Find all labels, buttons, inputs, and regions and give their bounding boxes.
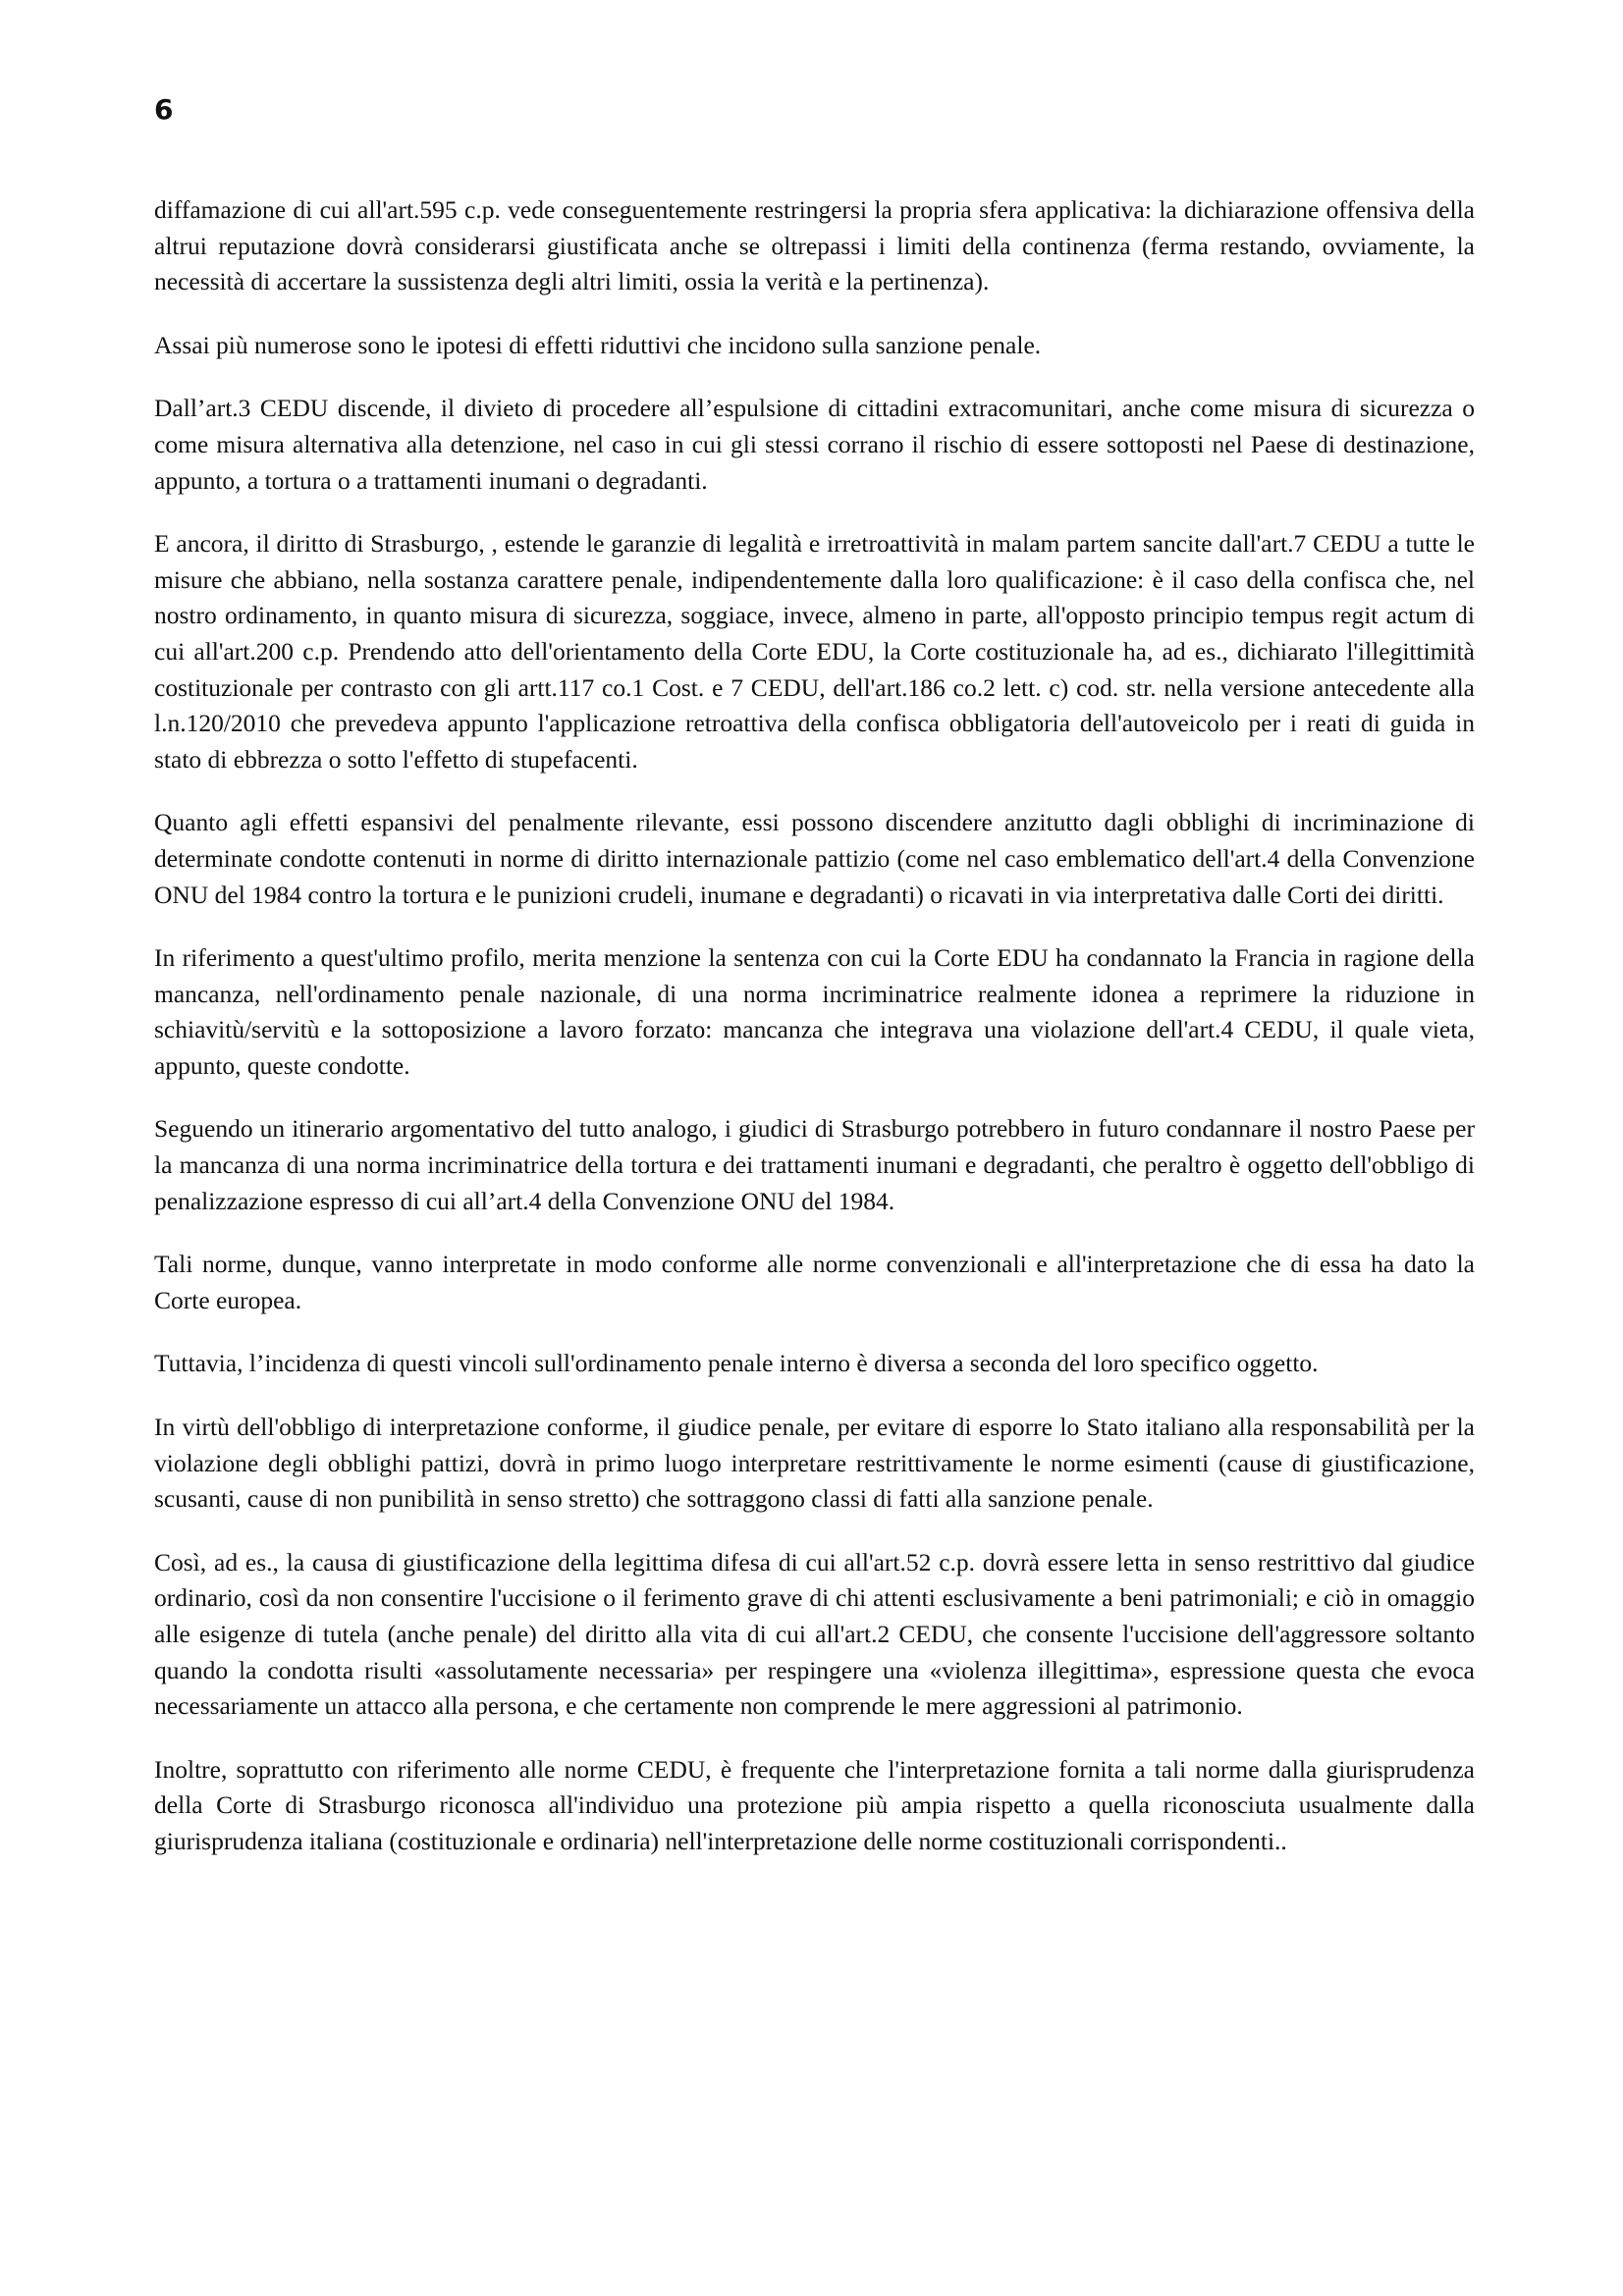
page-number: 6 xyxy=(154,93,174,126)
paragraph-4: E ancora, il diritto di Strasburgo, , estende le garanzie di legalità e irretroattività in malam partem sancite dall'art.7 CEDU a tutte le misure che abbiano, nella sostanza carattere penale, indipendentemente dalla loro qualificazione: è il caso della confisca che, nel nostro ordinamento, in quanto misura di sicurezza, soggiace, invece, almeno in parte, all'opposto principio tempus regit actum di cui all'art.200 c.p. Prendendo atto dell'orientamento della Corte EDU, la Corte costituzionale ha, ad es., dichiarato l'illegittimità costituzionale per contrasto con gli artt.117 co.1 Cost. e 7 CEDU, dell'art.186 co.2 lett. c) cod. str. nella versione antecedente alla l.n.120/2010 che prevedeva appunto l'applicazione retroattiva della confisca obbligatoria dell'autoveicolo per i reati di guida in stato di ebbrezza o sotto l'effetto di stupefacenti. xyxy=(154,529,1475,774)
document-body xyxy=(154,192,1475,1888)
paragraph-3: Dall’art.3 CEDU discende, il divieto di procedere all’espulsione di cittadini extracomunitari, anche come misura di sicurezza o come misura alternativa alla detenzione, nel caso in cui gli stessi corrano il rischio di essere sottoposti nel Paese di destinazione, appunto, a tortura o a trattamenti inumani o degradanti. xyxy=(154,394,1475,495)
paragraph-1: diffamazione di cui all'art.595 c.p. vede conseguentemente restringersi la propria sfera applicativa: la dichiarazione offensiva della altrui reputazione dovrà considerarsi giustificata anche se oltrepassi i limiti della continenza (ferma restando, ovviamente, la necessità di accertare la sussistenza degli altri limiti, ossia la verità e la pertinenza). xyxy=(154,195,1475,296)
paragraph-8: Tali norme, dunque, vanno interpretate in modo conforme alle norme convenzionali e all'interpretazione che di essa ha dato la Corte europea. xyxy=(154,1250,1475,1314)
paragraph-10: In virtù dell'obbligo di interpretazione conforme, il giudice penale, per evitare di esporre lo Stato italiano alla responsabilità per la violazione degli obblighi pattizi, dovrà in primo luogo interpretare restrittivamente le norme esimenti (cause di giustificazione, scusanti, cause di non punibilità in senso stretto) che sottraggono classi di fatti alla sanzione penale. xyxy=(154,1413,1475,1514)
paragraph-2: Assai più numerose sono le ipotesi di effetti riduttivi che incidono sulla sanzione penale. xyxy=(154,330,1042,359)
paragraph-12: Inoltre, soprattutto con riferimento alle norme CEDU, è frequente che l'interpretazione fornita a tali norme dalla giurisprudenza della Corte di Strasburgo riconosca all'individuo una protezione più ampia rispetto a quella riconosciuta usualmente dalla giurisprudenza italiana (costituzionale e ordinaria) nell'interpretazione delle norme costituzionali corrispondenti.. xyxy=(154,1754,1475,1855)
paragraph-5: Quanto agli effetti espansivi del penalmente rilevante, essi possono discendere anzitutto dagli obblighi di incriminazione di determinate condotte contenuti in norme di diritto internazionale pattizio (come nel caso emblematico dell'art.4 della Convenzione ONU del 1984 contro la tortura e le punizioni crudeli, inumane e degradanti) o ricavati in via interpretativa dalle Corti dei diritti. xyxy=(154,808,1475,909)
paragraph-9: Tuttavia, l’incidenza di questi vincoli sull'ordinamento penale interno è diversa a seconda del loro specifico oggetto. xyxy=(154,1349,1319,1378)
paragraph-11: Così, ad es., la causa di giustificazione della legittima difesa di cui all'art.52 c.p. dovrà essere letta in senso restrittivo dal giudice ordinario, così da non consentire l'uccisione o il ferimento grave di chi attenti esclusivamente a beni patrimoniali; e ciò in omaggio alle esigenze di tutela (anche penale) del diritto alla vita di cui all'art.2 CEDU, che consente l'uccisione dell'aggressore soltanto quando la condotta risulti «assolutamente necessaria» per respingere una «violenza illegittima», espressione questa che evoca necessariamente un attacco alla persona, e che certamente non comprende le mere aggressioni al patrimonio. xyxy=(154,1547,1475,1721)
paragraph-7: Seguendo un itinerario argomentativo del tutto analogo, i giudici di Strasburgo potrebbero in futuro condannare il nostro Paese per la mancanza di una norma incriminatrice della tortura e dei trattamenti inumani e degradanti, che peraltro è oggetto dell'obbligo di penalizzazione espresso di cui all’art.4 della Convenzione ONU del 1984. xyxy=(154,1114,1475,1215)
paragraph-6: In riferimento a quest'ultimo profilo, merita menzione la sentenza con cui la Corte EDU ha condannato la Francia in ragione della mancanza, nell'ordinamento penale nazionale, di una norma incriminatrice realmente idonea a reprimere la riduzione in schiavitù/servitù e la sottoposizione a lavoro forzato: mancanza che integrava una violazione dell'art.4 CEDU, il quale vieta, appunto, queste condotte. xyxy=(154,943,1475,1080)
